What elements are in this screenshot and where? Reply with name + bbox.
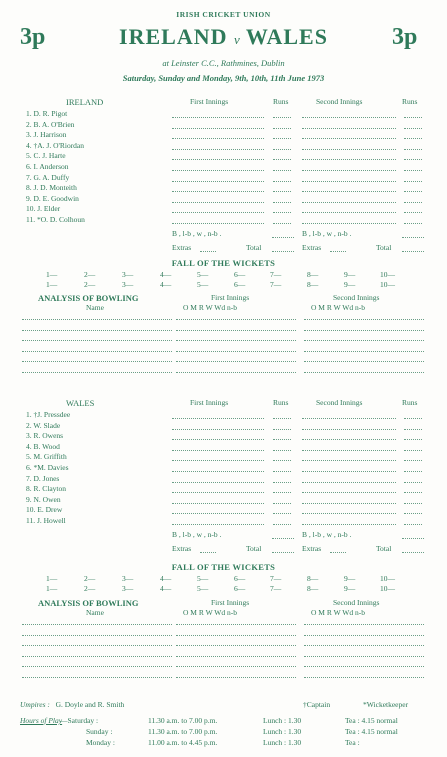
ireland-bowler-first-line xyxy=(176,361,296,362)
ireland-first-innings-line xyxy=(172,138,264,139)
ireland-fall-wicket-6: 6— xyxy=(234,270,246,279)
wales-runs2-line xyxy=(404,482,422,483)
wales-bowling-second: Second Innings xyxy=(333,598,380,607)
ireland-player: 9. D. E. Goodwin xyxy=(26,193,79,203)
ireland-fall-wicket-6: 6— xyxy=(234,280,246,289)
ireland-fall-wicket-8: 8— xyxy=(307,280,319,289)
ireland-fall-title: FALL OF THE WICKETS xyxy=(171,258,276,268)
ireland-fall-wicket-1: 1— xyxy=(46,270,58,279)
wales-player: 2. W. Slade xyxy=(26,420,61,430)
ireland-first-innings-line xyxy=(172,212,264,213)
wales-fall-wicket-9: 9— xyxy=(344,574,356,583)
ireland-bowler-second-line xyxy=(304,351,424,352)
ireland-bowler-name-line xyxy=(22,319,172,320)
ireland-second-innings-line xyxy=(302,128,396,129)
ireland-fall-wicket-4: 4— xyxy=(160,270,172,279)
wales-byes-total-2 xyxy=(402,538,424,539)
wales-bowler-name-line xyxy=(22,635,172,636)
ireland-fall-wicket-5: 5— xyxy=(197,270,209,279)
price-left: 3p xyxy=(20,24,46,50)
wales-player: 11. J. Howell xyxy=(26,516,66,525)
wales-extras-label-1: Extras xyxy=(172,543,192,553)
ireland-runs2-line xyxy=(404,212,422,213)
ireland-player: 7. G. A. Duffy xyxy=(26,172,70,182)
wales-second-innings-line xyxy=(302,450,396,451)
wales-runs2-line xyxy=(404,503,422,504)
wales-runs-line xyxy=(273,482,291,483)
wales-fall-wicket-8: 8— xyxy=(307,584,319,593)
ireland-runs-heading: Runs xyxy=(273,97,289,106)
wales-first-innings-heading: First Innings xyxy=(190,398,229,407)
wales-runs2-line xyxy=(404,418,422,419)
ireland-first-innings-line xyxy=(172,117,264,118)
wales-runs2-line xyxy=(404,450,422,451)
ireland-fall-wicket-3: 3— xyxy=(122,280,134,289)
wales-fall-wicket-3: 3— xyxy=(122,574,134,583)
wales-runs-line xyxy=(273,429,291,430)
wales-runs2-line xyxy=(404,460,422,461)
ireland-total-dots-2 xyxy=(402,251,424,252)
wales-runs-line xyxy=(273,418,291,419)
ireland-bowler-first-line xyxy=(176,340,296,341)
hours-day: —Saturday : xyxy=(60,716,99,725)
wales-bowler-second-line xyxy=(304,635,424,636)
umpires-names: G. Doyle and R. Smith xyxy=(55,700,125,709)
wales-player: 3. R. Owens xyxy=(26,431,64,441)
wales-bowler-second-line xyxy=(304,624,424,625)
ireland-bowler-first-line xyxy=(176,351,296,352)
wales-first-innings-line xyxy=(172,492,264,493)
ireland-runs-line xyxy=(273,191,291,192)
wales-fall-title: FALL OF THE WICKETS xyxy=(171,562,276,572)
wales-player: 7. D. Jones xyxy=(26,473,60,483)
wales-second-innings-line xyxy=(302,492,396,493)
wales-fall-wicket-5: 5— xyxy=(197,574,209,583)
wales-fall-wicket-7: 7— xyxy=(270,574,282,583)
wales-player: 8. R. Clayton xyxy=(26,484,67,494)
wales-fall-wicket-1: 1— xyxy=(46,584,58,593)
ireland-player: 11. *O. D. Colhoun xyxy=(26,215,85,224)
ireland-second-innings-line xyxy=(302,223,396,224)
ireland-fall-wicket-9: 9— xyxy=(344,280,356,289)
ireland-runs2-line xyxy=(404,149,422,150)
wales-fall-wicket-10: 10— xyxy=(380,574,395,583)
wales-runs-line xyxy=(273,503,291,504)
wicketkeeper-key: *Wicketkeeper xyxy=(363,700,409,709)
ireland-bowler-first-line xyxy=(176,330,296,331)
ireland-runs2-line xyxy=(404,170,422,171)
ireland-runs2-line xyxy=(404,128,422,129)
ireland-runs-line xyxy=(273,159,291,160)
wales-total-label-1: Total xyxy=(246,543,262,553)
wales-bowler-name-line xyxy=(22,666,172,667)
wales-first-innings-line xyxy=(172,513,264,514)
wales-runs-line xyxy=(273,524,291,525)
wales-bowler-name-line xyxy=(22,656,172,657)
team1-title: IRELAND xyxy=(119,24,228,49)
ireland-first-innings-line xyxy=(172,191,264,192)
ireland-fall-wicket-9: 9— xyxy=(344,270,356,279)
ireland-bowler-second-line xyxy=(304,330,424,331)
ireland-second-innings-line xyxy=(302,181,396,182)
ireland-byes-total-2 xyxy=(402,237,424,238)
wales-fall-wicket-2: 2— xyxy=(84,574,96,583)
wales-total-dots-2 xyxy=(402,552,424,553)
ireland-fall-wicket-10: 10— xyxy=(380,280,395,289)
team2-title: WALES xyxy=(245,24,328,49)
wales-second-innings-line xyxy=(302,503,396,504)
wales-extras-label-2: Extras xyxy=(302,543,322,553)
wales-second-innings-heading: Second Innings xyxy=(316,398,363,407)
venue: at Leinster C.C., Rathmines, Dublin xyxy=(162,58,285,68)
wales-extras-dots-1 xyxy=(200,552,216,553)
ireland-fall-wicket-2: 2— xyxy=(84,270,96,279)
ireland-bowling-cols-1: O M R W Wd n-b xyxy=(183,303,237,312)
wales-byes-line-2: B , l-b , w , n-b . xyxy=(302,529,352,539)
ireland-first-innings-line xyxy=(172,170,264,171)
wales-byes-line-1: B , l-b , w , n-b . xyxy=(172,529,222,539)
hours-range: 11.30 a.m. to 7.00 p.m. xyxy=(148,727,218,736)
ireland-second-innings-line xyxy=(302,202,396,203)
ireland-second-innings-line xyxy=(302,138,396,139)
ireland-bowler-second-line xyxy=(304,319,424,320)
match-title xyxy=(0,24,447,50)
wales-first-innings-line xyxy=(172,450,264,451)
ireland-first-innings-line xyxy=(172,149,264,150)
umpires-label: Umpires : xyxy=(20,700,50,709)
wales-bowler-second-line xyxy=(304,666,424,667)
wales-player: 10. E. Drew xyxy=(26,505,63,515)
wales-second-innings-line xyxy=(302,524,396,525)
wales-fall-wicket-7: 7— xyxy=(270,584,282,593)
match-dates: Saturday, Sunday and Monday, 9th, 10th, 11th June 1973 xyxy=(122,73,325,83)
wales-second-innings-line xyxy=(302,460,396,461)
wales-extras-dots-2 xyxy=(330,552,346,553)
ireland-runs-line xyxy=(273,212,291,213)
ireland-runs-line xyxy=(273,128,291,129)
wales-second-innings-line xyxy=(302,429,396,430)
hours-day: Sunday : xyxy=(86,727,113,736)
hours-lunch: Lunch : 1.30 xyxy=(263,727,302,736)
ireland-fall-wicket-2: 2— xyxy=(84,280,96,289)
ireland-total-dots-1 xyxy=(272,251,294,252)
wales-runs-line xyxy=(273,513,291,514)
wales-runs2-line xyxy=(404,429,422,430)
wales-player: 5. M. Griffith xyxy=(26,452,67,462)
wales-runs2-line xyxy=(404,471,422,472)
wales-runs2-line xyxy=(404,492,422,493)
ireland-runs-line xyxy=(273,149,291,150)
ireland-player: 5. C. J. Harte xyxy=(26,151,66,161)
ireland-extras-label-1: Extras xyxy=(172,242,192,252)
wales-bowler-second-line xyxy=(304,656,424,657)
wales-bowling-name: Name xyxy=(86,608,104,617)
wales-fall-wicket-6: 6— xyxy=(234,574,246,583)
hours-tea: Tea : 4.15 normal xyxy=(345,716,398,725)
wales-second-innings-line xyxy=(302,513,396,514)
ireland-total-label-1: Total xyxy=(246,242,262,252)
wales-bowler-first-line xyxy=(176,645,296,646)
wales-bowling-title: ANALYSIS OF BOWLING xyxy=(38,598,139,608)
wales-bowling-cols-1: O M R W Wd n-b xyxy=(183,608,237,617)
hours-lunch: Lunch : 1.30 xyxy=(263,738,302,747)
union-title: IRISH CRICKET UNION xyxy=(176,10,271,19)
ireland-second-innings-line xyxy=(302,212,396,213)
ireland-runs2-line xyxy=(404,181,422,182)
hours-range: 11.00 a.m. to 4.45 p.m. xyxy=(148,738,218,747)
ireland-player: 2. B. A. O'Brien xyxy=(26,119,75,129)
wales-first-innings-line xyxy=(172,439,264,440)
hours-day: Monday : xyxy=(86,738,115,747)
ireland-fall-wicket-7: 7— xyxy=(270,280,282,289)
ireland-bowling-cols-2: O M R W Wd n-b xyxy=(311,303,365,312)
ireland-team-heading: IRELAND xyxy=(66,97,104,107)
ireland-fall-wicket-4: 4— xyxy=(160,280,172,289)
ireland-bowling-first: First Innings xyxy=(211,293,250,302)
ireland-runs2-line xyxy=(404,223,422,224)
ireland-fall-wicket-7: 7— xyxy=(270,270,282,279)
versus: v xyxy=(234,32,240,47)
wales-bowler-name-line xyxy=(22,624,172,625)
wales-first-innings-line xyxy=(172,460,264,461)
wales-bowler-first-line xyxy=(176,656,296,657)
hours-tea: Tea : xyxy=(345,738,360,747)
wales-first-innings-line xyxy=(172,429,264,430)
wales-bowler-second-line xyxy=(304,677,424,678)
wales-bowling-cols-2: O M R W Wd n-b xyxy=(311,608,365,617)
ireland-first-innings-heading: First Innings xyxy=(190,97,229,106)
ireland-player: 6. I. Anderson xyxy=(26,162,69,171)
ireland-bowler-name-line xyxy=(22,340,172,341)
wales-first-innings-line xyxy=(172,482,264,483)
ireland-first-innings-line xyxy=(172,181,264,182)
ireland-bowler-second-line xyxy=(304,361,424,362)
ireland-player: 1. D. R. Pigot xyxy=(26,109,68,118)
ireland-bowler-name-line xyxy=(22,372,172,373)
wales-team-heading: WALES xyxy=(66,398,95,408)
wales-runs-line xyxy=(273,492,291,493)
wales-second-innings-line xyxy=(302,482,396,483)
ireland-second-innings-line xyxy=(302,149,396,150)
wales-bowler-name-line xyxy=(22,677,172,678)
hours-tea: Tea : 4.15 normal xyxy=(345,727,398,736)
wales-bowler-first-line xyxy=(176,624,296,625)
ireland-bowling-name: Name xyxy=(86,303,104,312)
wales-first-innings-line xyxy=(172,471,264,472)
wales-fall-wicket-2: 2— xyxy=(84,584,96,593)
ireland-player: 10. J. Elder xyxy=(26,204,61,214)
ireland-bowling-second: Second Innings xyxy=(333,293,380,302)
wales-bowler-second-line xyxy=(304,645,424,646)
wales-bowler-first-line xyxy=(176,677,296,678)
ireland-runs2-line xyxy=(404,117,422,118)
ireland-runs2-heading: Runs xyxy=(402,97,418,106)
ireland-runs-line xyxy=(273,223,291,224)
wales-fall-wicket-5: 5— xyxy=(197,584,209,593)
wales-runs2-line xyxy=(404,524,422,525)
ireland-fall-wicket-3: 3— xyxy=(122,270,134,279)
wales-player: 4. B. Wood xyxy=(26,441,60,451)
wales-total-dots-1 xyxy=(272,552,294,553)
ireland-player: 4. †A. J. O'Riordan xyxy=(26,140,85,150)
ireland-bowler-first-line xyxy=(176,319,296,320)
ireland-bowler-second-line xyxy=(304,372,424,373)
wales-player: 6. *M. Davies xyxy=(26,463,69,472)
wales-byes-total-1 xyxy=(272,538,294,539)
ireland-runs-line xyxy=(273,202,291,203)
ireland-second-innings-line xyxy=(302,159,396,160)
ireland-first-innings-line xyxy=(172,128,264,129)
ireland-byes-total-1 xyxy=(272,237,294,238)
ireland-extras-dots-2 xyxy=(330,251,346,252)
wales-fall-wicket-1: 1— xyxy=(46,574,58,583)
wales-second-innings-line xyxy=(302,418,396,419)
wales-fall-wicket-6: 6— xyxy=(234,584,246,593)
wales-fall-wicket-4: 4— xyxy=(160,584,172,593)
price-right: 3p xyxy=(392,24,418,50)
ireland-byes-line-1: B , l-b , w , n-b . xyxy=(172,228,222,238)
ireland-fall-wicket-5: 5— xyxy=(197,280,209,289)
ireland-runs-line xyxy=(273,170,291,171)
ireland-first-innings-line xyxy=(172,202,264,203)
ireland-runs2-line xyxy=(404,202,422,203)
wales-first-innings-line xyxy=(172,524,264,525)
ireland-bowler-name-line xyxy=(22,361,172,362)
ireland-second-innings-line xyxy=(302,170,396,171)
wales-runs-heading: Runs xyxy=(273,398,289,407)
wales-fall-wicket-3: 3— xyxy=(122,584,134,593)
captain-key: †Captain xyxy=(303,700,331,709)
wales-second-innings-line xyxy=(302,471,396,472)
ireland-fall-wicket-10: 10— xyxy=(380,270,395,279)
wales-bowling-first: First Innings xyxy=(211,598,250,607)
wales-player: 1. †J. Pressdee xyxy=(26,410,71,419)
wales-runs2-heading: Runs xyxy=(402,398,418,407)
ireland-runs2-line xyxy=(404,159,422,160)
ireland-byes-line-2: B , l-b , w , n-b . xyxy=(302,228,352,238)
umpires-line xyxy=(20,700,124,709)
wales-total-label-2: Total xyxy=(376,543,392,553)
ireland-runs-line xyxy=(273,181,291,182)
wales-first-innings-line xyxy=(172,418,264,419)
ireland-runs-line xyxy=(273,117,291,118)
wales-bowler-name-line xyxy=(22,645,172,646)
wales-runs2-line xyxy=(404,513,422,514)
wales-runs2-line xyxy=(404,439,422,440)
ireland-bowler-second-line xyxy=(304,340,424,341)
wales-player: 9. N. Owen xyxy=(26,494,61,504)
wales-runs-line xyxy=(273,471,291,472)
ireland-bowling-title: ANALYSIS OF BOWLING xyxy=(38,293,139,303)
wales-fall-wicket-10: 10— xyxy=(380,584,395,593)
ireland-second-innings-line xyxy=(302,191,396,192)
hours-lunch: Lunch : 1.30 xyxy=(263,716,302,725)
wales-fall-wicket-4: 4— xyxy=(160,574,172,583)
ireland-runs2-line xyxy=(404,191,422,192)
wales-runs-line xyxy=(273,460,291,461)
hours-range: 11.30 a.m. to 7.00 p.m. xyxy=(148,716,218,725)
wales-bowler-first-line xyxy=(176,666,296,667)
wales-fall-wicket-9: 9— xyxy=(344,584,356,593)
wales-bowler-first-line xyxy=(176,635,296,636)
ireland-extras-dots-1 xyxy=(200,251,216,252)
wales-runs-line xyxy=(273,439,291,440)
ireland-player: 8. J. D. Monteith xyxy=(26,183,77,193)
wales-runs-line xyxy=(273,450,291,451)
ireland-second-innings-line xyxy=(302,117,396,118)
ireland-extras-label-2: Extras xyxy=(302,242,322,252)
ireland-runs-line xyxy=(273,138,291,139)
ireland-bowler-name-line xyxy=(22,330,172,331)
ireland-first-innings-line xyxy=(172,159,264,160)
ireland-total-label-2: Total xyxy=(376,242,392,252)
ireland-runs2-line xyxy=(404,138,422,139)
hours-label: Hours of Play xyxy=(20,716,63,725)
ireland-bowler-first-line xyxy=(176,372,296,373)
ireland-second-innings-heading: Second Innings xyxy=(316,97,363,106)
wales-second-innings-line xyxy=(302,439,396,440)
wales-fall-wicket-8: 8— xyxy=(307,574,319,583)
wales-first-innings-line xyxy=(172,503,264,504)
ireland-bowler-name-line xyxy=(22,351,172,352)
ireland-player: 3. J. Harrison xyxy=(26,130,67,140)
ireland-fall-wicket-8: 8— xyxy=(307,270,319,279)
ireland-first-innings-line xyxy=(172,223,264,224)
ireland-fall-wicket-1: 1— xyxy=(46,280,58,289)
